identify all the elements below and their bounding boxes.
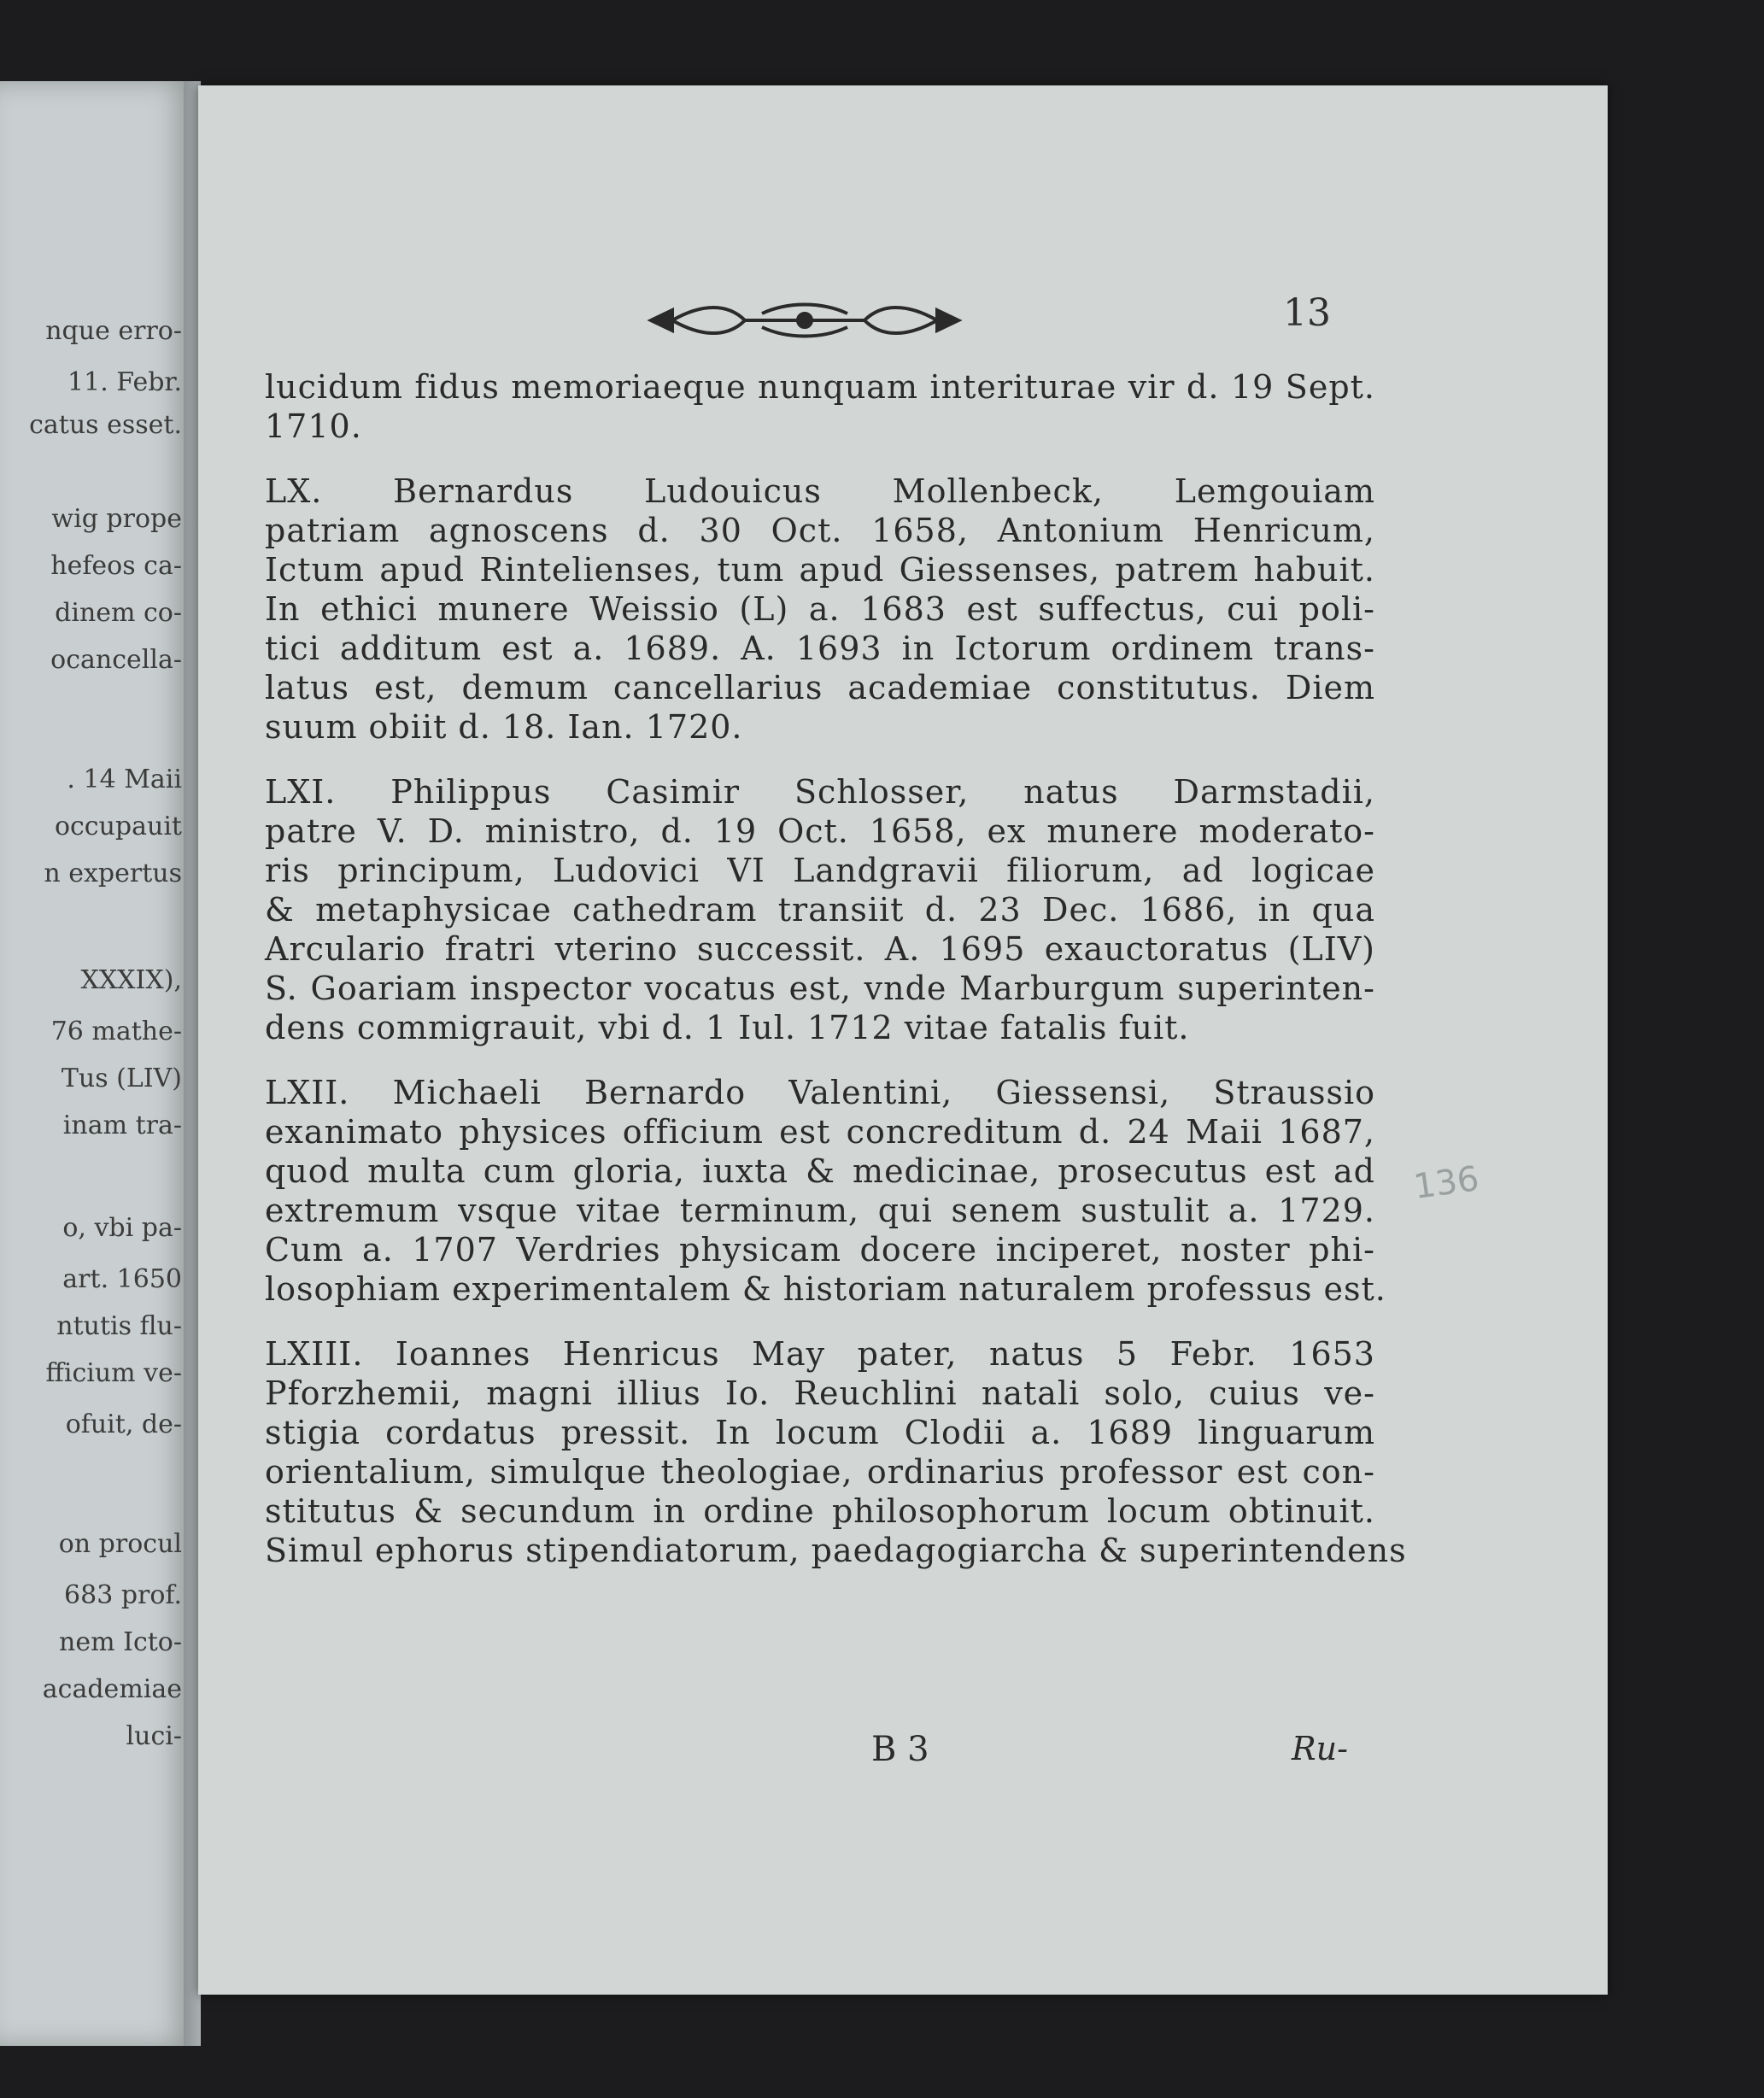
left-page-fragment: catus esset.	[29, 410, 182, 440]
text-line: tici additum est a. 1689. A. 1693 in Ictorum ordinem trans-	[265, 630, 1375, 667]
left-page-fragment: art. 1650	[62, 1264, 182, 1294]
text-line: 1710.	[265, 407, 362, 445]
left-page-fragment: inam tra-	[62, 1111, 182, 1140]
left-page-fragment: 11. Febr.	[67, 367, 182, 397]
text-line: LXII. Michaeli Bernardo Valentini, Giessensi, Straussio	[265, 1074, 1375, 1111]
text-line: S. Goariam inspector vocatus est, vnde Marburgum superinten-	[265, 970, 1375, 1007]
left-page-fragment: 683 prof.	[64, 1580, 182, 1610]
text-line: Arculario fratri vterino successit. A. 1695 exauctoratus (LIV)	[265, 930, 1375, 968]
paragraph	[265, 472, 1375, 747]
text-line: Cum a. 1707 Verdries physicam docere inciperet, noster phi-	[265, 1231, 1375, 1269]
text-line: Ictum apud Rintelienses, tum apud Giessenses, patrem habuit.	[265, 551, 1375, 589]
left-page-fragment: ntutis flu-	[56, 1311, 182, 1341]
left-page-fragment: fficium ve-	[45, 1358, 182, 1388]
left-page-fragment: . 14 Maii	[67, 765, 182, 794]
left-facing-page	[0, 81, 192, 2046]
left-page-fragment: on procul	[58, 1529, 182, 1559]
book-page	[198, 85, 1608, 1995]
decorative-ornament-icon	[634, 286, 976, 355]
page-header	[198, 286, 1608, 355]
text-line: dens commigrauit, vbi d. 1 Iul. 1712 vitae fatalis fuit.	[265, 1009, 1190, 1046]
page-number: 13	[1283, 291, 1331, 335]
text-line: stigia cordatus pressit. In locum Clodii a. 1689 linguarum	[265, 1414, 1375, 1451]
left-page-fragment: 76 mathe-	[50, 1017, 182, 1046]
signature-mark: B 3	[871, 1730, 929, 1769]
text-line: LXIII. Ioannes Henricus May pater, natus 5 Febr. 1653	[265, 1335, 1375, 1373]
text-line: & metaphysicae cathedram transiit d. 23 Dec. 1686, in qua	[265, 891, 1375, 929]
text-line: ris principum, Ludovici VI Landgravii filiorum, ad logicae	[265, 852, 1375, 889]
text-line: exanimato physices officium est concreditum d. 24 Maii 1687,	[265, 1113, 1375, 1151]
paragraph	[265, 772, 1375, 1047]
text-line: LX. Bernardus Ludouicus Mollenbeck, Lemgouiam	[265, 472, 1375, 510]
left-page-fragment: n expertus	[44, 859, 182, 888]
paragraph	[265, 367, 1375, 446]
catchword: Ru-	[1292, 1730, 1348, 1767]
left-page-fragment: nem Icto-	[59, 1627, 182, 1657]
text-line: latus est, demum cancellarius academiae constitutus. Diem	[265, 669, 1375, 706]
left-page-fragment: ofuit, de-	[65, 1409, 182, 1439]
left-page-fragment: ocancella-	[50, 645, 182, 675]
paragraph	[265, 1073, 1386, 1309]
page-footer	[198, 1730, 1608, 1781]
text-line: extremum vsque vitae terminum, qui senem sustulit a. 1729.	[265, 1192, 1375, 1229]
text-line: patre V. D. ministro, d. 19 Oct. 1658, ex munere moderato-	[265, 812, 1375, 850]
left-page-fragment: nque erro-	[45, 316, 182, 346]
left-page-fragment: wig prope	[51, 504, 182, 534]
left-page-fragment: o, vbi pa-	[62, 1213, 182, 1243]
left-page-fragment: dinem co-	[55, 598, 182, 628]
text-line: patriam agnoscens d. 30 Oct. 1658, Antonium Henricum,	[265, 512, 1375, 549]
left-page-fragment: XXXIX),	[80, 965, 182, 995]
left-page-fragment: academiae	[42, 1674, 182, 1704]
left-page-fragment: luci-	[126, 1721, 182, 1751]
text-line: lucidum fidus memoriaeque nunquam interiturae vir d. 19 Sept.	[265, 368, 1375, 406]
left-page-fragment: occupauit	[54, 812, 182, 841]
text-line: LXI. Philippus Casimir Schlosser, natus Darmstadii,	[265, 773, 1375, 811]
text-line: quod multa cum gloria, iuxta & medicinae, prosecutus est ad	[265, 1152, 1375, 1190]
text-line: Simul ephorus stipendiatorum, paedagogiarcha & superintendens	[265, 1532, 1407, 1569]
body-text	[265, 367, 1407, 1596]
text-line: In ethici munere Weissio (L) a. 1683 est suffectus, cui poli-	[265, 590, 1375, 628]
left-page-fragment: hefeos ca-	[50, 551, 182, 581]
text-line: Pforzhemii, magni illius Io. Reuchlini natali solo, cuius ve-	[265, 1374, 1375, 1412]
left-page-fragment: Tus (LIV)	[61, 1064, 182, 1093]
text-line: suum obiit d. 18. Ian. 1720.	[265, 708, 743, 746]
pencil-margin-note: 136	[1411, 1158, 1482, 1208]
text-line: orientalium, simulque theologiae, ordinarius professor est con-	[265, 1453, 1375, 1491]
text-line: stitutus & secundum in ordine philosophorum locum obtinuit.	[265, 1492, 1375, 1530]
text-line: losophiam experimentalem & historiam naturalem professus est.	[265, 1270, 1386, 1308]
paragraph	[265, 1334, 1407, 1570]
